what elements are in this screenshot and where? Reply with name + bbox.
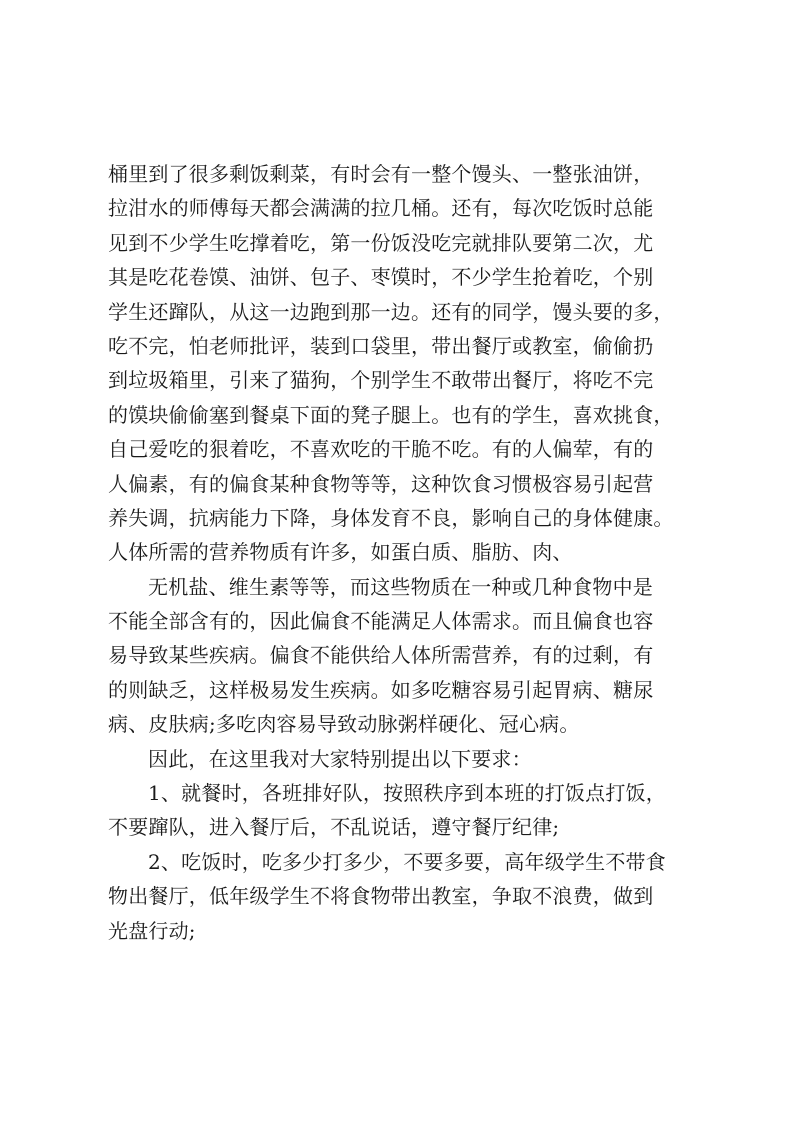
text-line: 2、吃饭时，吃多少打多少，不要多要，高年级学生不带食 — [148, 849, 666, 874]
body-text — [108, 157, 688, 948]
text-line: 其是吃花卷馍、油饼、包子、枣馍时，不少学生抢着吃，个别 — [108, 265, 654, 290]
text-line: 易导致某些疾病。偏食不能供给人体所需营养，有的过剩，有 — [108, 643, 654, 668]
text-line: 因此，在这里我对大家特别提出以下要求： — [148, 746, 532, 771]
text-line: 1、就餐时，各班排好队，按照秩序到本班的打饭点打饭， — [148, 781, 666, 806]
text-line: 人偏素，有的偏食某种食物等等，这种饮食习惯极容易引起营 — [108, 471, 654, 496]
text-line: 物出餐厅，低年级学生不将食物带出教室，争取不浪费，做到 — [108, 884, 654, 909]
text-line: 无机盐、维生素等等，而这些物质在一种或几种食物中是 — [148, 574, 653, 599]
text-line: 学生还蹿队，从这一边跑到那一边。还有的同学，馒头要的多， — [108, 299, 674, 324]
text-line: 养失调，抗病能力下降，身体发育不良，影响自己的身体健康。 — [108, 505, 674, 530]
text-line: 不要蹿队，进入餐厅后，不乱说话，遵守餐厅纪律; — [108, 815, 560, 840]
text-line: 拉泔水的师傅每天都会满满的拉几桶。还有，每次吃饭时总能 — [108, 196, 654, 221]
text-line: 吃不完，怕老师批评，装到口袋里，带出餐厅或教室，偷偷扔 — [108, 333, 654, 358]
text-line: 光盘行动; — [108, 918, 196, 943]
text-line: 不能全部含有的，因此偏食不能满足人体需求。而且偏食也容 — [108, 609, 654, 634]
text-line: 的则缺乏，这样极易发生疾病。如多吃糖容易引起胃病、糖尿 — [108, 677, 654, 702]
text-line: 到垃圾箱里，引来了猫狗，个别学生不敢带出餐厅，将吃不完 — [108, 368, 654, 393]
text-line: 桶里到了很多剩饭剩菜，有时会有一整个馒头、一整张油饼， — [108, 162, 654, 186]
text-line: 自己爱吃的狠着吃，不喜欢吃的干脆不吃。有的人偏荤，有的 — [108, 437, 654, 462]
text-line: 的馍块偷偷塞到餐桌下面的凳子腿上。也有的学生，喜欢挑食， — [108, 402, 674, 427]
text-line: 病、皮肤病;多吃肉容易导致动脉粥样硬化、冠心病。 — [108, 712, 580, 737]
text-line: 人体所需的营养物质有许多，如蛋白质、脂肪、肉、 — [108, 540, 573, 565]
text-line: 见到不少学生吃撑着吃，第一份饭没吃完就排队要第二次，尤 — [108, 230, 654, 255]
